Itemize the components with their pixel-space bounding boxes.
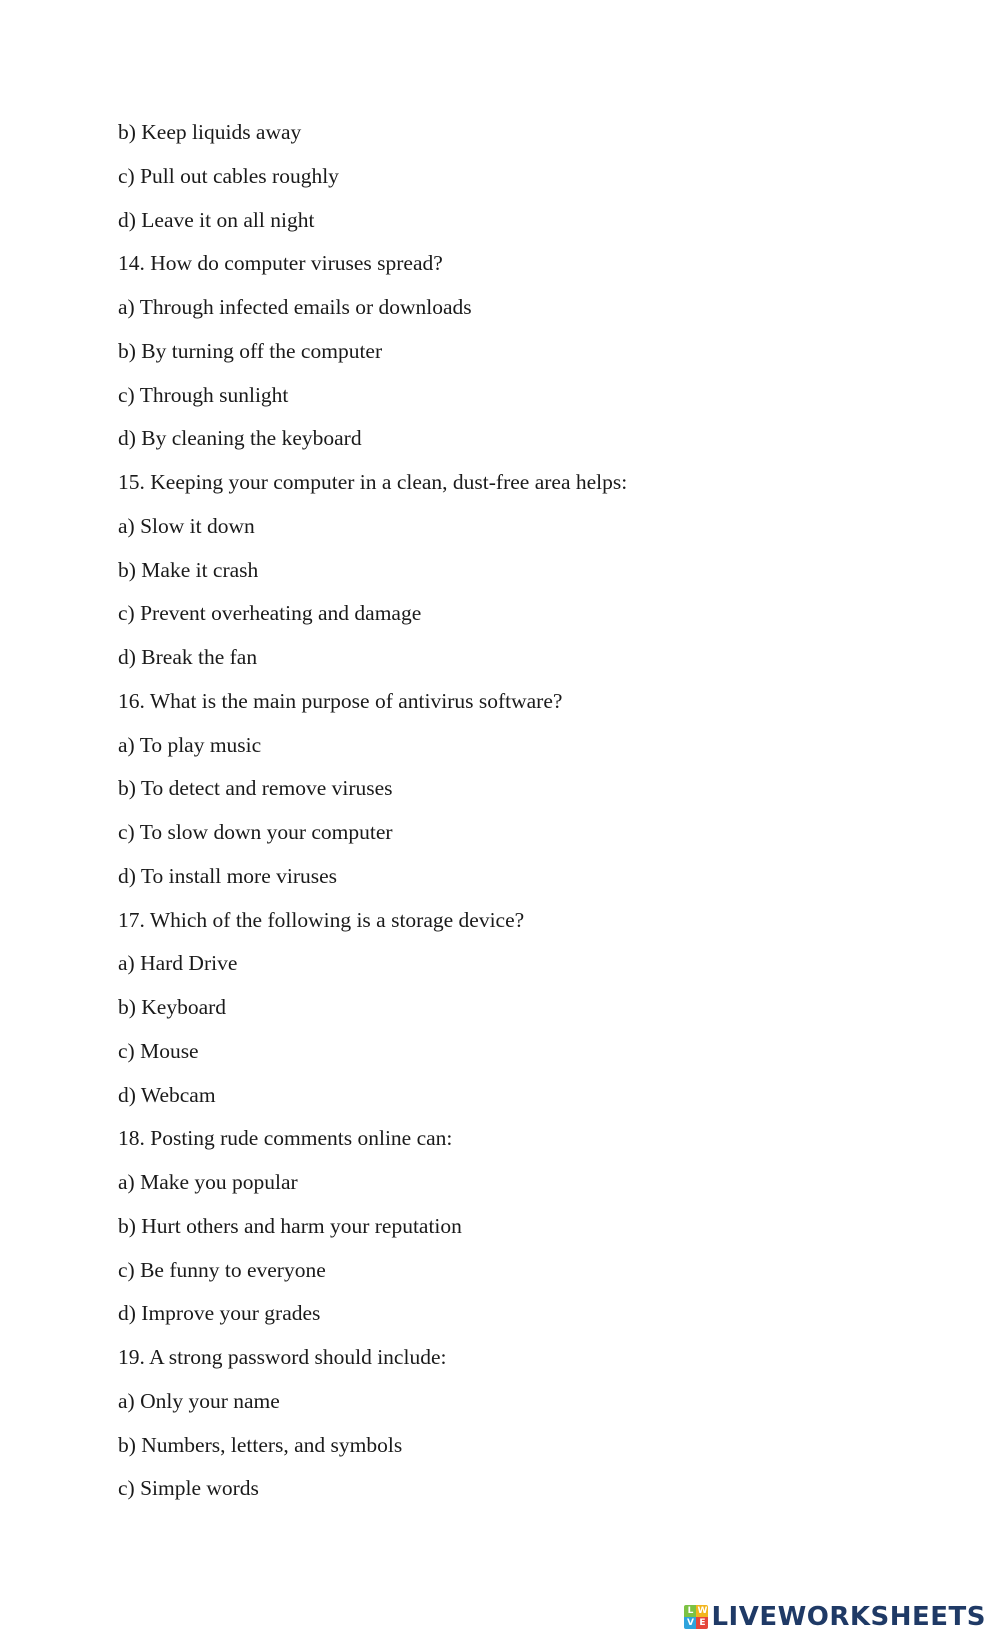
liveworksheets-logo[interactable] — [684, 1597, 986, 1637]
question-list — [118, 114, 627, 1514]
list-item: a) To play music — [118, 732, 262, 757]
logo-mark-letter: V — [684, 1617, 696, 1629]
question-17: 17. Which of the following is a storage device? — [118, 907, 525, 932]
list-item: a) Slow it down — [118, 513, 255, 538]
list-item: d) Webcam — [118, 1082, 216, 1107]
list-item: b) To detect and remove viruses — [118, 776, 393, 801]
list-item: b) Make it crash — [118, 557, 259, 582]
list-item: c) Through sunlight — [118, 382, 289, 407]
list-item: c) Pull out cables roughly — [118, 163, 339, 188]
list-item: b) By turning off the computer — [118, 338, 383, 363]
liveworksheets-logo-icon — [684, 1605, 708, 1629]
question-14: 14. How do computer viruses spread? — [118, 251, 443, 276]
logo-mark-letter: W — [697, 1606, 708, 1616]
list-item: a) Only your name — [118, 1388, 280, 1413]
list-item: a) Hard Drive — [118, 951, 238, 976]
logo-wordmark: LIVEWORKSHEETS — [711, 1602, 986, 1632]
list-item: b) Numbers, letters, and symbols — [118, 1432, 403, 1457]
list-item: b) Hurt others and harm your reputation — [118, 1213, 462, 1238]
question-16: 16. What is the main purpose of antivirus software? — [118, 688, 563, 713]
list-item: a) Through infected emails or downloads — [118, 295, 472, 319]
list-item: d) Leave it on all night — [118, 207, 315, 232]
question-18: 18. Posting rude comments online can: — [118, 1126, 453, 1151]
list-item: a) Make you popular — [118, 1170, 298, 1194]
list-item: b) Keep liquids away — [118, 120, 302, 144]
list-item: c) Mouse — [118, 1038, 199, 1063]
list-item: d) Break the fan — [118, 645, 258, 669]
list-item: b) Keyboard — [118, 995, 227, 1019]
list-item: c) To slow down your computer — [118, 820, 393, 844]
list-item: d) Improve your grades — [118, 1301, 321, 1326]
logo-mark-letter: E — [696, 1617, 708, 1629]
question-15: 15. Keeping your computer in a clean, dust-free area helps: — [118, 470, 628, 494]
list-item: c) Be funny to everyone — [118, 1257, 326, 1282]
list-item: d) To install more viruses — [118, 863, 338, 888]
list-item: c) Simple words — [118, 1476, 259, 1501]
list-item: d) By cleaning the keyboard — [118, 426, 362, 451]
question-19: 19. A strong password should include: — [118, 1345, 447, 1369]
list-item: c) Prevent overheating and damage — [118, 601, 422, 626]
logo-mark-letter: L — [684, 1605, 696, 1617]
